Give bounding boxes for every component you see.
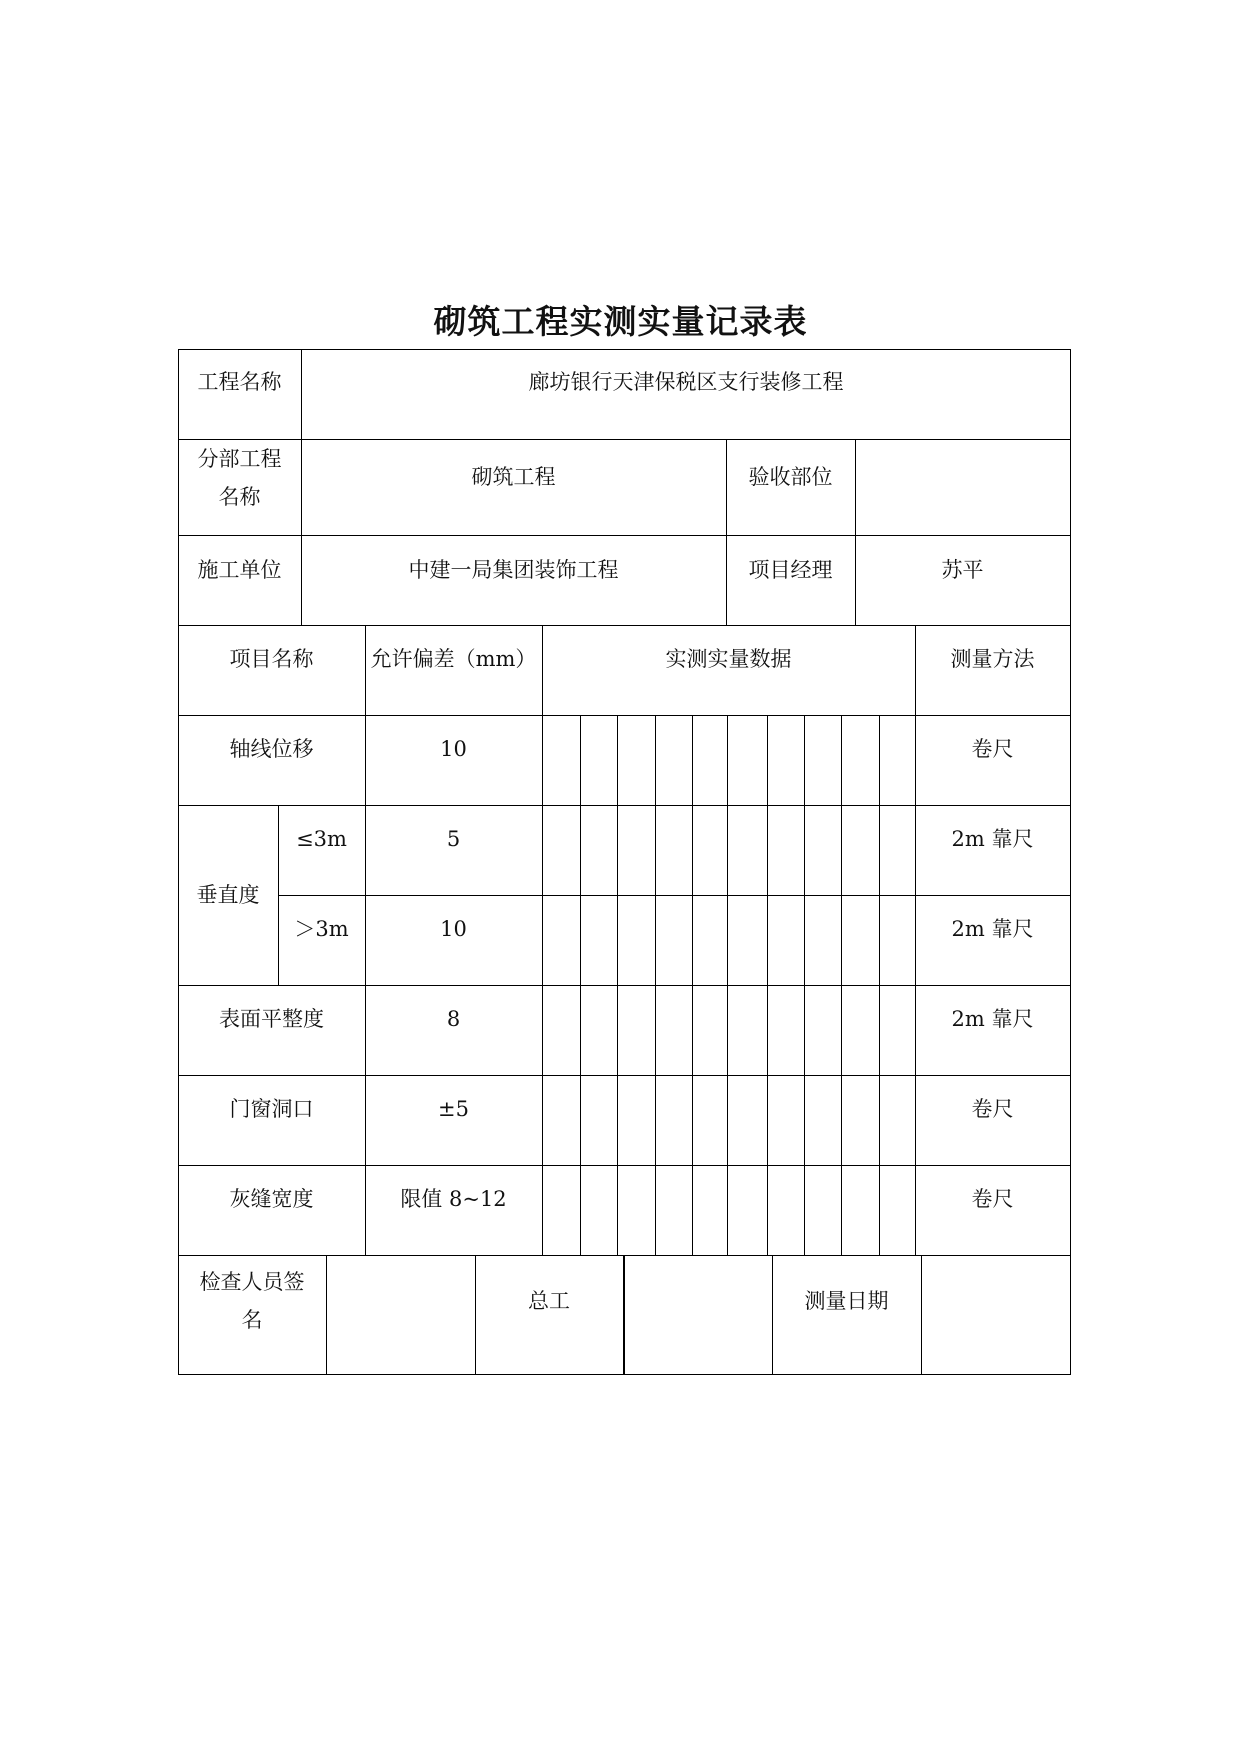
row-divider [178,985,1071,986]
sub-project-label-line1: 分部工程 [197,447,282,471]
row-method: 2m 靠尺 [951,917,1034,941]
sub-project-label-line2: 名称 [218,485,261,509]
row-item: 灰缝宽度 [229,1187,314,1211]
row-divider [178,1075,1071,1076]
row-divider [178,715,1071,716]
inspector-label-line1: 检查人员签 [199,1270,305,1294]
header-item: 项目名称 [229,647,314,671]
chief-engineer-label: 总工 [528,1289,570,1313]
row-divider [178,625,1071,626]
data-grid-line [580,715,581,1255]
row-tolerance: 限值 8~12 [400,1187,507,1211]
row-item-verticality: 垂直度 [196,883,260,907]
row-sub-condition: ＞3m [294,917,349,941]
sub-project-label [178,440,301,516]
row-item: 轴线位移 [229,737,314,761]
row-tolerance: ±5 [438,1097,469,1121]
data-grid-line [767,715,768,1255]
row-method: 卷尺 [971,1097,1014,1121]
data-grid-line [804,715,805,1255]
acceptance-part-label: 验收部位 [748,465,833,489]
row-method: 卷尺 [971,1187,1014,1211]
header-method: 测量方法 [950,647,1035,671]
row-method: 2m 靠尺 [951,827,1034,851]
project-manager-value: 苏平 [941,558,984,582]
record-table [178,349,1071,1381]
col-divider [326,1255,327,1375]
row-divider [178,439,1071,440]
page-title: 砌筑工程实测实量记录表 [433,302,808,341]
inspector-label-line2: 名 [241,1308,263,1332]
sub-project-value: 砌筑工程 [471,465,556,489]
data-grid-line [617,715,618,1255]
table-border-right [1070,349,1071,1375]
measure-date-label: 测量日期 [804,1289,889,1313]
row-method: 卷尺 [971,737,1014,761]
data-grid-line [879,715,880,1255]
col-divider [623,1255,625,1375]
row-item: 表面平整度 [219,1007,324,1031]
data-grid-line [692,715,693,1255]
col-divider [921,1255,922,1375]
row-tolerance: 5 [446,827,461,851]
data-grid-line [841,715,842,1255]
project-manager-label: 项目经理 [748,558,833,582]
col-divider [855,439,856,625]
row-sub-condition: ≤3m [296,827,347,851]
row-divider [178,805,1071,806]
contractor-value: 中建一局集团装饰工程 [408,558,619,582]
row-tolerance: 8 [446,1007,461,1031]
row-method: 2m 靠尺 [951,1007,1034,1031]
row-tolerance: 10 [440,917,467,941]
col-divider [542,625,543,1255]
row-divider [178,1165,1071,1166]
table-border-top [178,349,1071,350]
row-tolerance: 10 [440,737,467,761]
data-grid-line [727,715,728,1255]
project-name-label: 工程名称 [197,370,282,394]
contractor-label: 施工单位 [197,558,282,582]
inspector-label [178,1263,326,1339]
project-name-value: 廊坊银行天津保税区支行装修工程 [528,370,844,394]
header-tolerance: 允许偏差（mm） [370,647,537,671]
row-divider [278,895,1071,896]
header-data: 实测实量数据 [665,647,792,671]
row-item: 门窗洞口 [229,1097,314,1121]
data-grid-line [655,715,656,1255]
row-divider [178,535,1071,536]
